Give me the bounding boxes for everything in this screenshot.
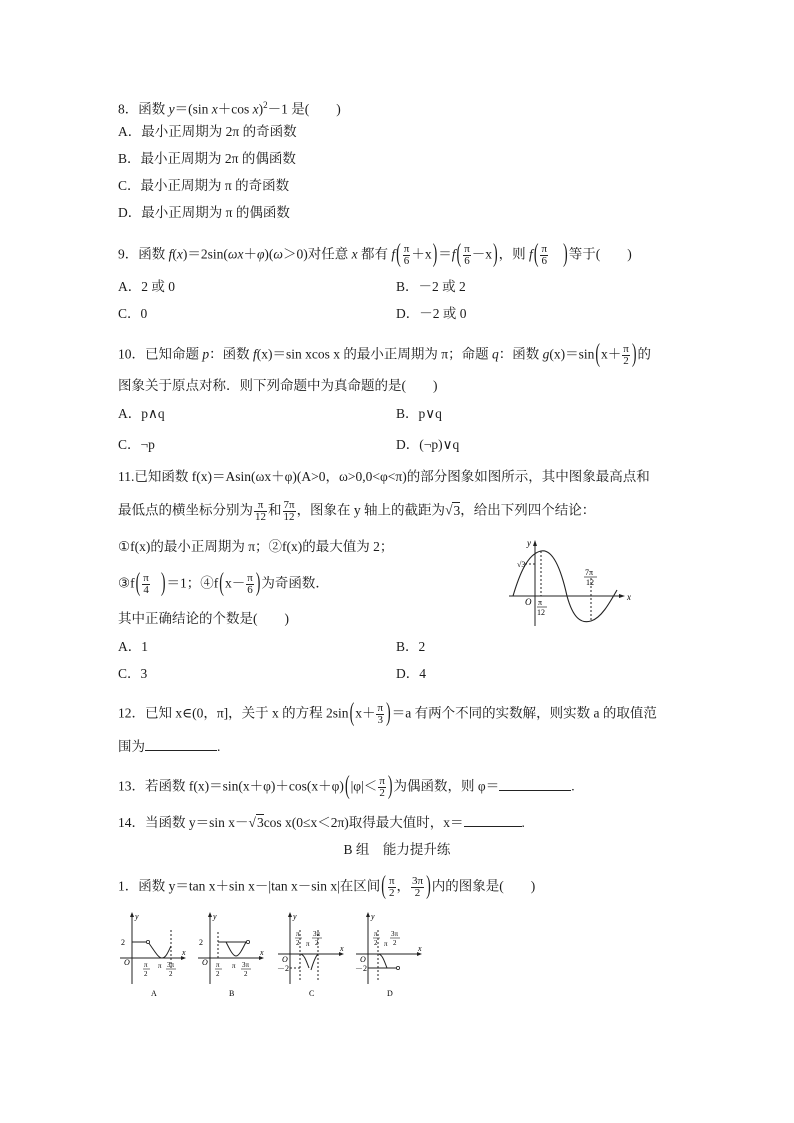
q8-stem: 8．函数 y＝(sin x＋cos x)$^2$－1 是( )	[118, 100, 341, 117]
svg-text:B: B	[229, 989, 235, 998]
svg-text:π: π	[216, 961, 220, 969]
svg-text:π: π	[296, 930, 300, 938]
svg-text:x: x	[418, 944, 422, 953]
q9-option-c: C．0	[118, 306, 148, 321]
svg-text:A: A	[151, 989, 157, 998]
q11-origin-label: O	[525, 597, 532, 607]
q9-option-d: D．－2 或 0	[396, 306, 467, 321]
q14-stem: 14．当函数 y＝sin x－√3cos x(0≤x＜2π)取得最大值时，x＝ .	[118, 815, 525, 830]
svg-text:2: 2	[216, 970, 220, 978]
q9-option-b: B．－2 或 2	[396, 279, 466, 294]
svg-text:－2: －2	[277, 964, 289, 973]
q8-option-c: C．最小正周期为 π 的奇函数	[118, 178, 290, 193]
svg-text:π: π	[158, 962, 162, 970]
b1-graph-a	[120, 912, 186, 998]
q11-7pi12-den: 12	[586, 578, 594, 587]
svg-text:π: π	[374, 930, 378, 938]
svg-text:2: 2	[296, 939, 300, 947]
svg-text:2: 2	[144, 970, 148, 978]
q12-stem-line1: 12．已知 x∈(0，π]，关于 x 的方程 2sin(x＋ $\frac{\pi}{3}$ )＝a 有两个不同的实数解，则实数 a 的取值范	[118, 699, 657, 728]
svg-text:π: π	[306, 940, 310, 948]
q11-curve	[513, 551, 617, 622]
q10-stem-line1: 10．已知命题 p：函数 f(x)＝sin xcos x 的最小正周期为 π；命题 q：函数 g(x)＝sin(x＋ $\frac{\pi}{2}$ )的	[118, 340, 651, 369]
svg-text:3π: 3π	[167, 961, 175, 969]
q11-stem-line4: ③f( $\frac{\pi}{4}$ )＝1；④f(x－ $\frac{\pi}{6}$ )为奇函数．	[118, 569, 329, 598]
q8-option-d: D．最小正周期为 π 的偶函数	[118, 205, 290, 220]
svg-text:2: 2	[374, 939, 378, 947]
svg-text:x: x	[340, 944, 344, 953]
b1-graph-c	[277, 912, 344, 998]
q11-option-d: D．4	[396, 666, 426, 681]
b1-graph-b	[198, 912, 264, 998]
svg-text:D: D	[387, 989, 393, 998]
svg-text:π: π	[144, 961, 148, 969]
q11-y-label: y	[527, 538, 531, 548]
q11-stem-line3: ①f(x)的最小正周期为 π；②f(x)的最大值为 2；	[118, 539, 394, 554]
svg-text:y: y	[371, 912, 375, 921]
svg-text:2: 2	[393, 939, 397, 947]
svg-text:O: O	[360, 955, 366, 964]
q11-7pi12-num: 7π	[585, 568, 594, 577]
b1-graph-d	[355, 912, 422, 998]
q10-option-c: C．¬p	[118, 437, 155, 452]
svg-text:2: 2	[121, 938, 125, 947]
svg-text:3π: 3π	[313, 930, 321, 938]
b1-graphs	[118, 910, 438, 1002]
svg-text:O: O	[124, 958, 130, 967]
q10-stem-line2: 图象关于原点对称．则下列命题中为真命题的是( )	[118, 378, 438, 393]
q13-answer-blank[interactable]	[499, 777, 571, 791]
q12-answer-blank[interactable]	[145, 737, 217, 751]
svg-text:3π: 3π	[391, 930, 399, 938]
q11-y-arrow	[533, 540, 537, 546]
svg-text:π: π	[384, 940, 388, 948]
svg-text:－2: －2	[355, 964, 367, 973]
q10-option-d: D．(¬p)∨q	[396, 437, 460, 452]
svg-text:y: y	[293, 912, 297, 921]
svg-text:C: C	[309, 989, 315, 998]
svg-text:O: O	[282, 955, 288, 964]
q11-option-a: A．1	[118, 639, 148, 654]
svg-text:O: O	[202, 958, 208, 967]
q9-stem: 9．函数 f(x)＝2sin(ωx＋φ)(ω＞0)对任意 x 都有 f( $\frac{\pi}{6}$ ＋x)＝f( $\frac{\pi}{6}$ －x)，则 f( $\frac{\pi}{6}$ )等于( )	[118, 240, 632, 269]
svg-text:3π: 3π	[242, 961, 250, 969]
q11-x-arrow	[619, 594, 625, 598]
q11-pi12-den: 12	[537, 608, 545, 617]
q10-option-a: A．p∧q	[118, 406, 165, 421]
svg-text:y: y	[135, 912, 139, 921]
q8-option-a: A．最小正周期为 2π 的奇函数	[118, 124, 297, 139]
q11-pi12-num: π	[538, 598, 543, 607]
q11-stem-line2: 最低点的横坐标分别为 $\frac{\pi}{12}$ 和 $\frac{7\pi}{12}$ ，图象在 y 轴上的截距为√3，给出下列四个结论：	[118, 499, 596, 523]
q11-graph	[505, 538, 640, 630]
section-title: B 组 能力提升练	[343, 842, 451, 857]
svg-text:x: x	[182, 948, 186, 957]
svg-text:2: 2	[169, 970, 173, 978]
q10-option-b: B．p∨q	[396, 406, 442, 421]
q14-answer-blank[interactable]	[464, 813, 522, 827]
svg-text:π: π	[232, 962, 236, 970]
svg-text:y: y	[213, 912, 217, 921]
q11-root3-label: √3	[517, 560, 526, 569]
svg-text:x: x	[260, 948, 264, 957]
q11-option-c: C．3	[118, 666, 148, 681]
q12-stem-line2: 围为 .	[118, 739, 221, 754]
svg-text:2: 2	[244, 970, 248, 978]
svg-text:2: 2	[315, 939, 319, 947]
q9-option-a: A．2 或 0	[118, 279, 175, 294]
q11-option-b: B．2	[396, 639, 426, 654]
q8-option-b: B．最小正周期为 2π 的偶函数	[118, 151, 296, 166]
q11-stem-line1: 11.已知函数 f(x)＝Asin(ωx＋φ)(A>0，ω>0,0<φ<π)的部分图象如图所示，其中图象最高点和	[118, 469, 650, 484]
svg-text:2: 2	[199, 938, 203, 947]
q11-x-label: x	[627, 592, 631, 602]
b1-stem: 1．函数 y＝tan x＋sin x－|tan x－sin x|在区间( $\frac{\pi}{2}$ ， $\frac{3\pi}{2}$ )内的图象是( )	[118, 872, 536, 901]
q11-stem-line5: 其中正确结论的个数是( )	[118, 611, 289, 626]
q13-stem: 13．若函数 f(x)＝sin(x＋φ)＋cos(x＋φ)(|φ|＜ $\frac{\pi}{2}$ )为偶函数，则 φ＝ .	[118, 772, 575, 801]
